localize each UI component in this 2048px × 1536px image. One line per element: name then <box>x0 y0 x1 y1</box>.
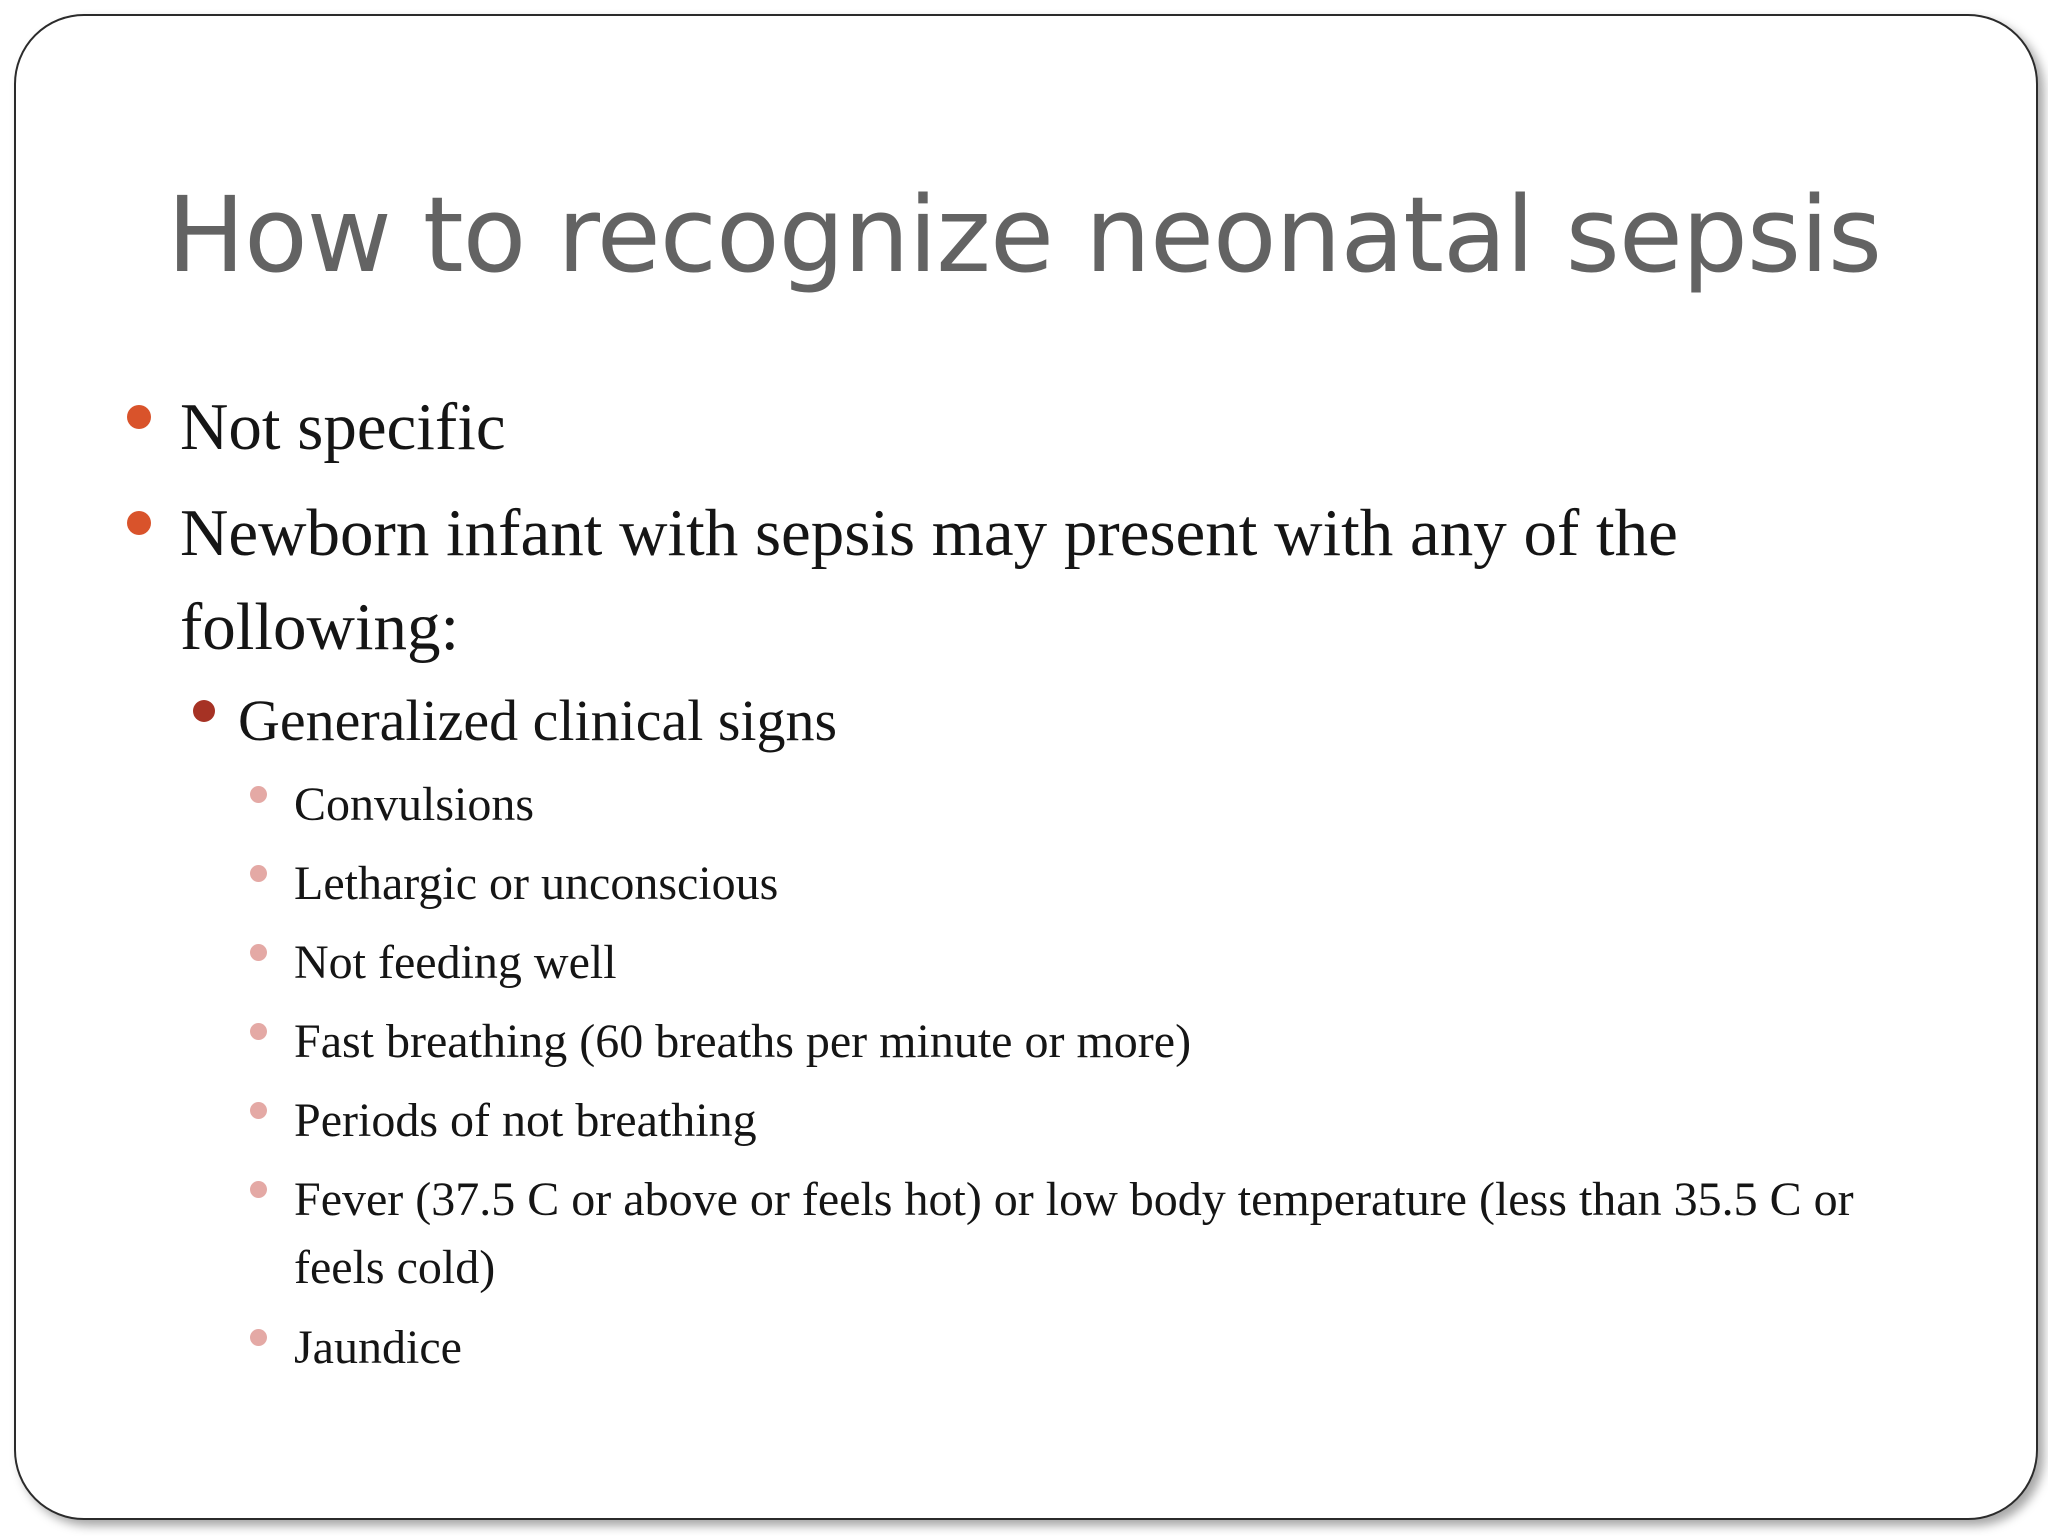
slide-title: How to recognize neonatal sepsis <box>166 174 1882 296</box>
sign-dot-icon <box>250 786 267 803</box>
sign-item <box>250 850 1950 918</box>
sign-text: Convulsions <box>294 778 535 831</box>
sign-dot-icon <box>250 1023 267 1040</box>
sub-bullet-dot-icon <box>193 700 215 722</box>
sign-text: Periods of not breathing <box>294 1094 757 1147</box>
bullet-text: Not specific <box>180 390 506 464</box>
sign-text: Jaundice <box>294 1321 462 1374</box>
sign-text: Not feeding well <box>294 936 617 989</box>
bullet-text: Newborn infant with sepsis may present with any of the following: <box>180 496 1678 664</box>
sign-dot-icon <box>250 1329 267 1346</box>
sign-item <box>250 1314 1950 1382</box>
sub-bullet-text: Generalized clinical signs <box>238 688 838 753</box>
sign-dot-icon <box>250 944 267 961</box>
sign-dot-icon <box>250 1102 267 1119</box>
sign-dot-icon <box>250 1181 267 1198</box>
bullet-newborn-infant <box>127 486 1857 674</box>
sign-text: Lethargic or unconscious <box>294 857 779 910</box>
bullet-dot-icon <box>127 511 151 535</box>
bullet-not-specific <box>127 380 1927 474</box>
sign-item <box>250 929 1950 997</box>
sign-item <box>250 1087 1950 1155</box>
sub-bullet-generalized-signs <box>193 681 1893 761</box>
sign-text: Fever (37.5 C or above or feels hot) or low body temperature (less than 35.5 C or feels cold) <box>294 1173 1854 1294</box>
sign-item <box>250 1008 1950 1076</box>
sign-item <box>250 771 1950 839</box>
sign-text: Fast breathing (60 breaths per minute or more) <box>294 1015 1192 1068</box>
sign-dot-icon <box>250 865 267 882</box>
bullet-dot-icon <box>127 405 151 429</box>
sign-item <box>250 1166 1930 1302</box>
